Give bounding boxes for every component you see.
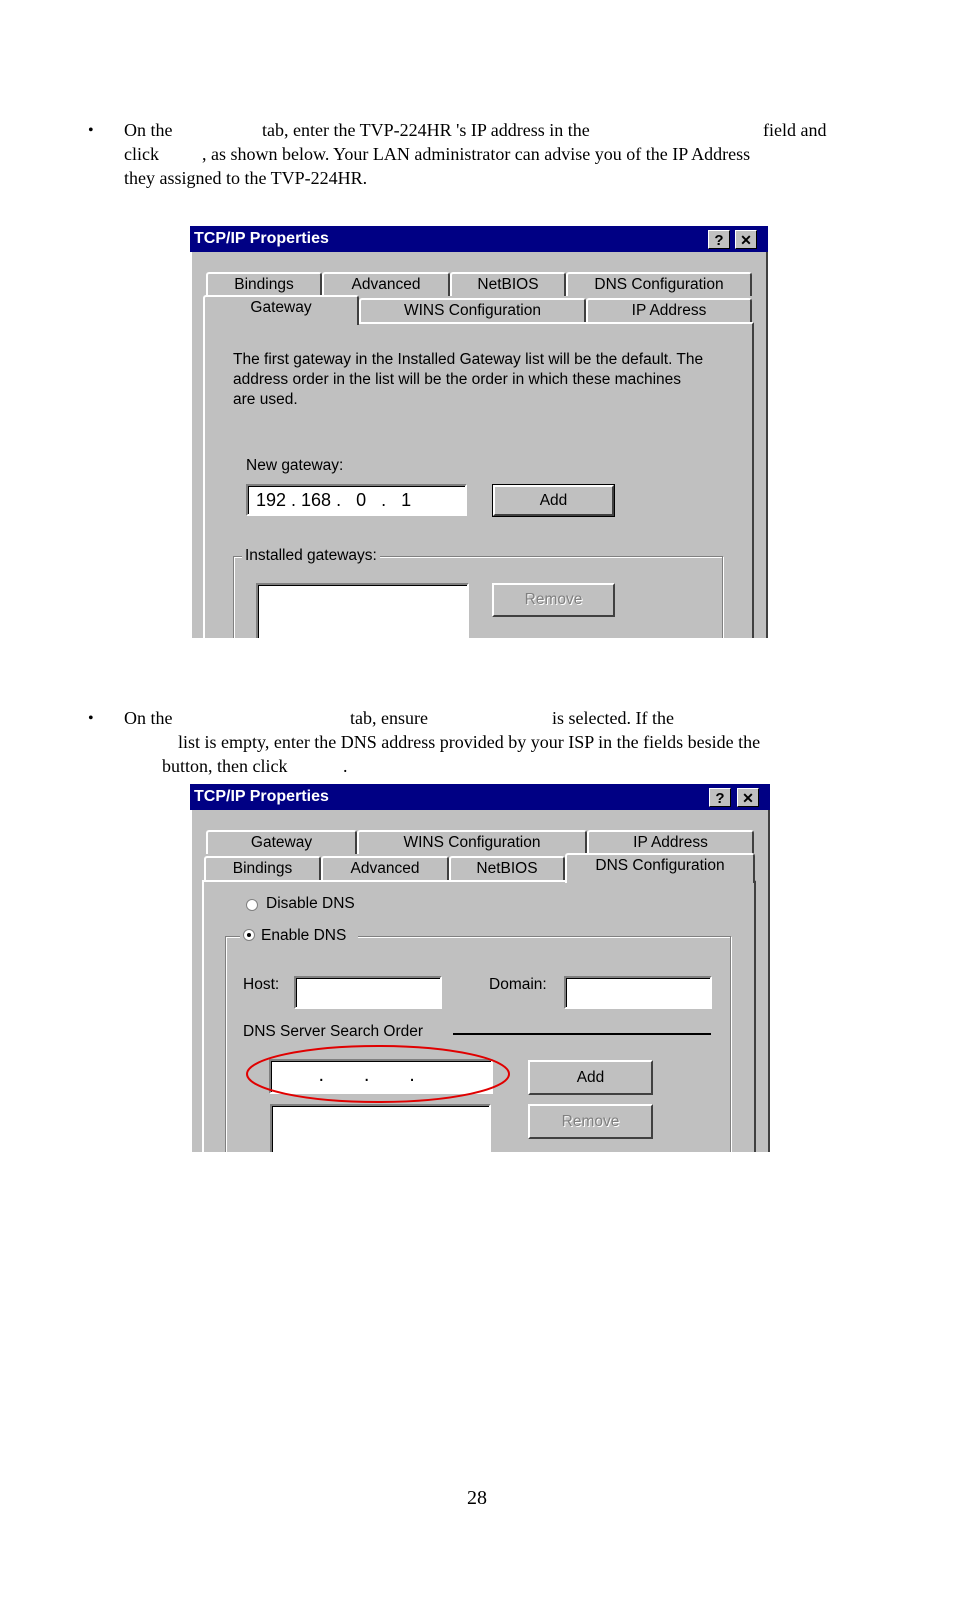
remove-button-label: Remove [524,591,583,608]
host-input[interactable] [294,976,442,1009]
p1-line2-a: click [124,144,159,164]
dns-remove-button-label: Remove [561,1113,620,1130]
p2-line1-c: is selected. If the [552,708,674,728]
separator-line [453,1033,711,1035]
help-button[interactable]: ? [709,788,731,807]
close-button[interactable]: ✕ [737,788,759,807]
bullet-2: • [88,710,94,727]
tab-bindings[interactable]: Bindings [204,856,321,880]
description-line-1: The first gateway in the Installed Gateway list will be the default. The [233,351,704,368]
tab-dns-configuration[interactable]: DNS Configuration [565,853,755,883]
help-button[interactable]: ? [708,230,730,249]
tcpip-dialog-gateway [190,226,768,638]
p2-line3-b: . [343,756,348,776]
tab-advanced[interactable]: Advanced [322,272,450,296]
add-button[interactable] [493,485,614,516]
dialog-frame-right [766,226,768,638]
dns-server-list[interactable] [270,1104,491,1152]
p2-line1-a: On the [124,708,173,728]
tcpip-dialog-dns [190,784,770,1152]
host-label: Host: [243,976,280,993]
title-bar [190,784,770,810]
disable-dns-radio[interactable] [246,899,258,911]
red-highlight-ellipse [240,1040,516,1106]
tab-dns-configuration[interactable]: DNS Configuration [566,272,752,296]
tab-gateway[interactable]: Gateway [203,295,359,325]
p1-line1-a: On the [124,120,173,140]
add-button-label: Add [539,492,568,509]
p2-line2: list is empty, enter the DNS address provided by your ISP in the fields beside the [178,732,761,752]
enable-dns-label: Enable DNS [261,927,347,944]
tab-ip-address[interactable]: IP Address [586,298,752,322]
dns-add-button-label: Add [576,1069,605,1086]
close-button[interactable]: ✕ [735,230,757,249]
dns-remove-button[interactable] [528,1104,653,1139]
tab-ip-address[interactable]: IP Address [587,830,754,854]
dns-server-search-order-label: DNS Server Search Order [243,1023,424,1040]
window-title: TCP/IP Properties [194,230,329,247]
p1-line1-c: field and [763,120,827,140]
remove-button[interactable] [492,583,615,617]
new-gateway-label: New gateway: [246,457,344,474]
installed-gateways-list[interactable] [256,583,469,638]
tab-wins-configuration[interactable]: WINS Configuration [359,298,586,322]
enable-dns-option [240,927,358,945]
bullet-1: • [88,122,94,139]
window-title: TCP/IP Properties [194,788,329,805]
dns-server-ip-input[interactable]: . . . [269,1059,493,1094]
p1-line2-b: , as shown below. Your LAN administrator can advise you of the IP Address [202,144,751,164]
p1-line1-b: tab, enter the TVP-224HR 's IP address in the [262,120,590,140]
dialog-frame-right [768,784,770,1152]
p2-line1-b: tab, ensure [350,708,428,728]
description-line-3: are used. [233,391,298,408]
domain-input[interactable] [564,976,712,1009]
tab-gateway[interactable]: Gateway [206,830,357,854]
p2-line3-a: button, then click [162,756,288,776]
tab-netbios[interactable]: NetBIOS [450,272,566,296]
tab-advanced[interactable]: Advanced [321,856,449,880]
disable-dns-label: Disable DNS [266,895,355,912]
dialog-frame-left [190,226,192,638]
tab-bindings[interactable]: Bindings [206,272,322,296]
tab-wins-configuration[interactable]: WINS Configuration [357,830,587,854]
enable-dns-radio[interactable] [243,929,255,941]
dns-add-button[interactable] [528,1060,653,1095]
tab-netbios[interactable]: NetBIOS [449,856,565,880]
page-number: 28 [467,1487,487,1509]
installed-gateways-label: Installed gateways: [242,547,380,565]
p1-line3: they assigned to the TVP-224HR. [124,168,368,188]
dialog-frame-left [190,784,192,1152]
domain-label: Domain: [489,976,547,993]
description-line-2: address order in the list will be the order in which these machines [233,371,682,388]
title-bar [190,226,768,252]
new-gateway-ip-field[interactable]: 192 . 168 . 0 . 1 [246,484,467,516]
